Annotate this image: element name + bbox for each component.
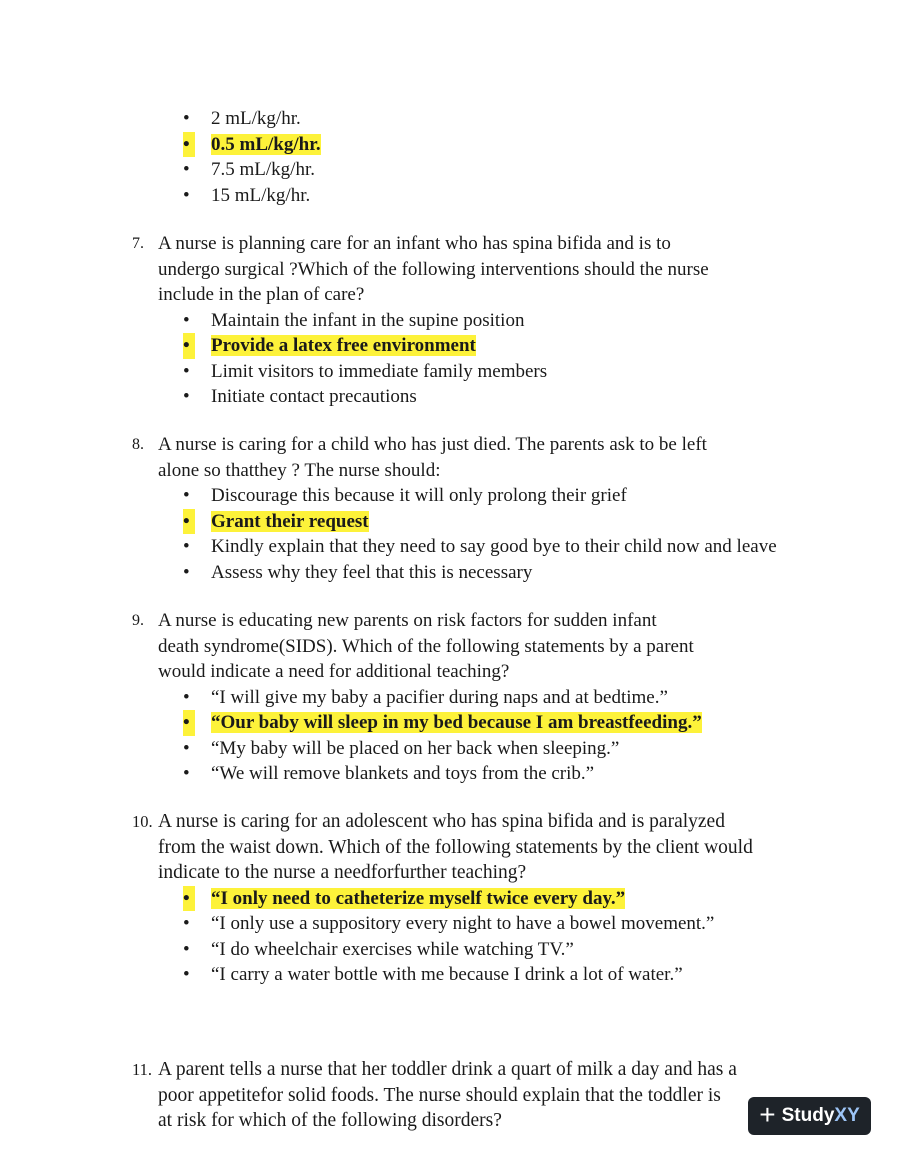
correct-answer-option: • Grant their request: [183, 509, 777, 535]
answer-options-q6: [183, 106, 321, 208]
question-number: 11.: [132, 1060, 153, 1079]
bullet-icon: •: [183, 686, 190, 708]
bullet-icon: •: [183, 360, 190, 382]
bullet-icon: •: [183, 938, 190, 960]
plus-icon: +: [759, 1098, 776, 1130]
answer-options: [183, 886, 753, 988]
question-8: [132, 432, 777, 585]
question-number: 9.: [132, 612, 144, 629]
answer-option: • “My baby will be placed on her back when sleeping.”: [183, 736, 702, 762]
bullet-icon: •: [183, 108, 190, 129]
bullet-icon: •: [183, 737, 190, 759]
bullet-icon: •: [183, 159, 190, 180]
bullet-icon: •: [183, 913, 190, 934]
question-7: [132, 231, 709, 410]
bullet-icon: •: [183, 710, 195, 736]
answer-options: [183, 308, 709, 410]
bullet-icon: •: [183, 132, 195, 158]
correct-answer-option: • “Our baby will sleep in my bed because I am breastfeeding.”: [183, 710, 702, 736]
question-text: A nurse is planning care for an infant who has spina bifida and is to undergo surgical ?Which of the following interventions should the nurse include in the plan of care?: [158, 233, 709, 305]
bullet-icon: •: [183, 964, 190, 985]
badge-study-text: Study: [781, 1105, 835, 1126]
answer-options: [183, 685, 702, 787]
correct-answer-option: • 0.5 mL/kg/hr.: [183, 132, 321, 158]
bullet-icon: •: [183, 763, 190, 784]
answer-option: • Initiate contact precautions: [183, 384, 709, 410]
answer-option: • Limit visitors to immediate family members: [183, 359, 709, 385]
badge-xy-text: XY: [834, 1105, 860, 1126]
answer-options: [183, 483, 777, 585]
bullet-icon: •: [183, 184, 190, 206]
question-number: 7.: [132, 235, 144, 252]
answer-option: • “I only use a suppository every night to have a bowel movement.”: [183, 911, 753, 937]
bullet-icon: •: [183, 485, 190, 506]
bullet-icon: •: [183, 333, 195, 359]
question-text: A nurse is educating new parents on risk factors for sudden infant death syndrome(SIDS). Which of the following statements by a parent would indicate a need for additional teaching?: [158, 610, 694, 682]
answer-option: • Discourage this because it will only prolong their grief: [183, 483, 777, 509]
answer-option: • “We will remove blankets and toys from the crib.”: [183, 761, 702, 787]
answer-option: • “I will give my baby a pacifier during naps and at bedtime.”: [183, 685, 702, 711]
bullet-icon: •: [183, 536, 190, 557]
question-9: [132, 608, 702, 787]
question-text: A nurse is caring for an adolescent who has spina bifida and is paralyzed from the waist down. Which of the following statements by the client would indicate to the nurse a needforfurther teaching?: [158, 811, 753, 883]
question-text: A nurse is caring for a child who has just died. The parents ask to be left alone so thatthey ? The nurse should:: [158, 434, 707, 481]
answer-option: • Maintain the infant in the supine position: [183, 308, 709, 334]
answer-option: • 2 mL/kg/hr.: [183, 106, 321, 132]
question-11: [132, 1057, 737, 1134]
answer-option: • 7.5 mL/kg/hr.: [183, 157, 321, 183]
bullet-icon: •: [183, 309, 190, 331]
question-text: A parent tells a nurse that her toddler drink a quart of milk a day and has a poor appetitefor solid foods. The nurse should explain that the toddler is at risk for which of the following disorders?: [158, 1059, 737, 1131]
bullet-icon: •: [183, 561, 190, 583]
question-10: [132, 809, 753, 988]
correct-answer-option: • Provide a latex free environment: [183, 333, 709, 359]
question-number: 10.: [132, 812, 153, 831]
bullet-icon: •: [183, 886, 195, 912]
correct-answer-option: • “I only need to catheterize myself twice every day.”: [183, 886, 753, 912]
bullet-icon: •: [183, 386, 190, 407]
answer-option: • “I carry a water bottle with me because I drink a lot of water.”: [183, 962, 753, 988]
answer-option: • Kindly explain that they need to say good bye to their child now and leave: [183, 534, 777, 560]
question-number: 8.: [132, 436, 144, 453]
answer-option: • “I do wheelchair exercises while watching TV.”: [183, 937, 753, 963]
answer-option: • 15 mL/kg/hr.: [183, 183, 321, 209]
studyxy-badge[interactable]: [748, 1097, 871, 1135]
bullet-icon: •: [183, 509, 195, 535]
answer-option: • Assess why they feel that this is necessary: [183, 560, 777, 586]
